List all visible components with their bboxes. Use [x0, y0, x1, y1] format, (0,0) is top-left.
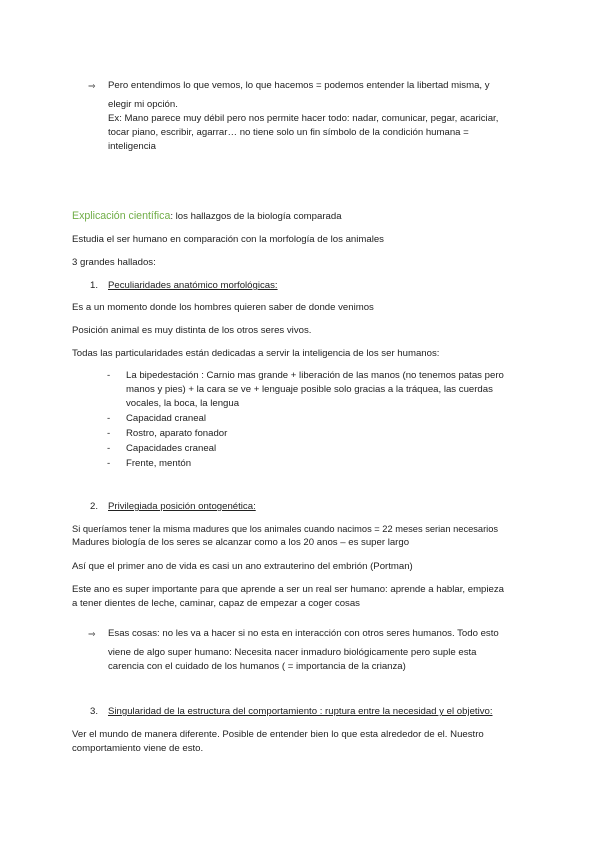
bullet-dash: - — [107, 443, 111, 454]
intro-line-3: Ex: Mano parece muy débil pero nos permite hacer todo: nadar, comunicar, pegar, acariciar, — [108, 113, 499, 124]
item-2-arrow-line-1: Esas cosas: no les va a hacer si no esta en interacción con otros seres humanos. Todo esto — [108, 628, 499, 639]
bullet-3: Rostro, aparato fonador — [126, 428, 228, 439]
item-2-paragraph-3b: a tener dientes de leche, caminar, capaz de empezar a coger cosas — [72, 598, 360, 609]
intro-line-4: tocar piano, escribir, agarrar… no tiene solo un fin símbolo de la condición humana = — [108, 127, 469, 138]
section-heading-colored: Explicación científica — [72, 210, 171, 222]
item-2-arrow-line-3: carencia con el cuidado de los humanos ( = importancia de la crianza) — [108, 661, 406, 672]
item-1-title: Peculiaridades anatómico morfológicas: — [108, 280, 278, 291]
item-1-number: 1. — [90, 280, 99, 291]
item-1-paragraph-2: Posición animal es muy distinta de los otros seres vivos. — [72, 325, 312, 336]
intro-line-1: Pero entendimos lo que vemos, lo que hacemos = podemos entender la libertad misma, y — [108, 80, 490, 91]
bullet-1-line-2: manos y pies) + la cara se ve + lenguaje posible solo gracias a la tráquea, las cuerdas — [126, 384, 493, 395]
item-2-paragraph-3a: Este ano es super importante para que aprende a ser un real ser humano: aprende a hablar, empieza — [72, 584, 504, 595]
item-2-title: Privilegiada posición ontogenética: — [108, 501, 256, 512]
item-3-paragraph-1a: Ver el mundo de manera diferente. Posible de entender bien lo que esta alrededor de el. Nuestro — [72, 729, 484, 740]
item-2-paragraph-1b: Madures biología de los seres se alcanzar como a los 20 anos – es super largo — [72, 537, 410, 548]
intro-line-2: elegir mi opción. — [108, 99, 178, 110]
bullet-4: Capacidades craneal — [126, 443, 217, 454]
bullet-2: Capacidad craneal — [126, 413, 207, 424]
bullet-dash: - — [107, 428, 111, 439]
item-2-number: 2. — [90, 501, 99, 512]
bullet-5: Frente, mentón — [126, 458, 192, 469]
arrow-icon: ⇒ — [88, 629, 96, 639]
section-heading — [72, 210, 342, 223]
section-paragraph-2: 3 grandes hallados: — [72, 257, 156, 268]
bullet-dash: - — [107, 413, 111, 424]
item-1-paragraph-3: Todas las particularidades están dedicadas a servir la inteligencia de los ser humanos: — [72, 348, 440, 359]
bullet-dash: - — [107, 458, 111, 469]
arrow-icon: ⇒ — [88, 81, 96, 91]
section-heading-rest: : los hallazgos de la biología comparada — [170, 211, 342, 222]
bullet-dash: - — [107, 370, 111, 381]
bullet-1-line-1: La bipedestación : Carnio mas grande + liberación de las manos (no tenemos patas pero — [126, 370, 504, 381]
item-3-number: 3. — [90, 706, 99, 717]
intro-line-5: inteligencia — [108, 141, 157, 152]
item-2-arrow-line-2: viene de algo super humano: Necesita nacer inmaduro biológicamente pero suple esta — [108, 647, 477, 658]
section-paragraph-1: Estudia el ser humano en comparación con la morfología de los animales — [72, 234, 384, 245]
item-3-title: Singularidad de la estructura del comportamiento : ruptura entre la necesidad y el objetivo: — [108, 706, 493, 717]
item-2-paragraph-1a: Si queríamos tener la misma madures que los animales cuando nacimos = 22 meses serian necesarios — [72, 524, 499, 534]
item-1-paragraph-1: Es a un momento donde los hombres quieren saber de donde venimos — [72, 302, 374, 313]
item-3-paragraph-1b: comportamiento viene de esto. — [72, 743, 204, 754]
bullet-1-line-3: vocales, la boca, la lengua — [126, 398, 240, 409]
item-2-paragraph-2: Así que el primer ano de vida es casi un ano extrauterino del embrión (Portman) — [72, 561, 413, 572]
